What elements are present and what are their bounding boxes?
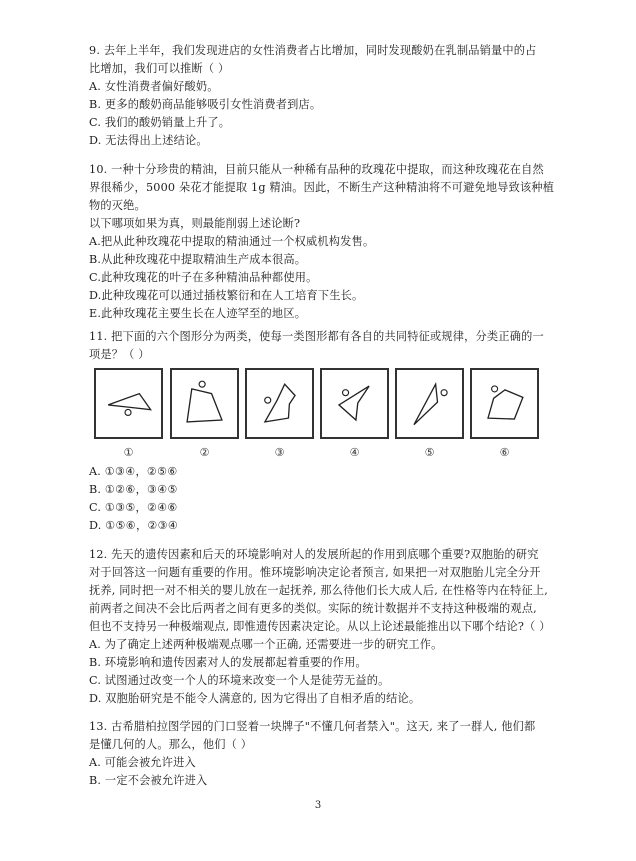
figure-label: ①	[123, 446, 134, 459]
figure-label: ⑤	[424, 446, 435, 459]
q11-figure-row	[94, 368, 544, 463]
q10-option-d: D.此种玫瑰花可以通过插枝繁衍和在人工培育下生长。	[89, 289, 364, 302]
figure-4	[320, 368, 389, 439]
figure-label: ⑥	[499, 446, 510, 459]
q10-option-b: B.从此种玫瑰花中提取精油生产成本很高。	[89, 253, 307, 266]
q13-stem-line: 是懂几何的人。那么，他们（ ）	[89, 738, 253, 751]
figure-2	[170, 368, 239, 439]
q10-option-a: A.把从此种玫瑰花中提取的精油通过一个权威机构发售。	[89, 235, 375, 248]
q11-option-c: C. ①③⑤，②④⑥	[89, 501, 178, 514]
q12-stem-line: 对于回答这一问题有重要的作用。惟环境影响决定论者预言, 如果把一对双胞胎儿完全分开	[89, 566, 541, 579]
q10-stem-line: 物的灭绝。	[89, 199, 146, 212]
q12-stem-line: 前两者之间决不会比后两者之间有更多的类似。实际的统计数据并不支持这种极端的观点,	[89, 602, 537, 615]
q12-stem-line: 抚养, 同时把一对不相关的婴儿放在一起抚养, 那么待他们长大成人后, 在性格等内在特征上,	[89, 584, 549, 597]
figure-2-shape	[172, 370, 237, 437]
q12-option-c: C. 试图通过改变一个人的环境来改变一个人是徒劳无益的。	[89, 674, 390, 687]
figure-5-shape	[397, 370, 462, 437]
figure-label: ③	[274, 446, 285, 459]
q12-option-a: A. 为了确定上述两种极端观点哪一个正确, 还需要进一步的研究工作。	[89, 638, 443, 651]
figure-3-shape	[247, 370, 312, 437]
q9-option-a: A. 女性消费者偏好酸奶。	[89, 80, 219, 93]
page-number: 3	[314, 800, 322, 811]
figure-label: ②	[199, 446, 210, 459]
q9-stem-line: 比增加，我们可以推断（ ）	[89, 62, 230, 75]
q11-option-d: D. ①⑤⑥，②③④	[89, 519, 179, 532]
figure-1-shape	[96, 370, 161, 437]
q10-option-c: C.此种玫瑰花的叶子在多种精油品种都使用。	[89, 271, 318, 284]
q12-stem-line: 12. 先天的遗传因素和后天的环境影响对人的发展所起的作用到底哪个重要?双胞胎的研究	[89, 548, 539, 561]
figure-4-shape	[322, 370, 387, 437]
q11-option-b: B. ①②⑥，③④⑤	[89, 483, 178, 496]
figure-6	[470, 368, 539, 439]
figure-1	[94, 368, 163, 439]
q12-option-d: D. 双胞胎研究是不能令人满意的, 因为它得出了自相矛盾的结论。	[89, 692, 421, 705]
q13-option-b: B. 一定不会被允许进入	[89, 774, 208, 787]
q10-stem-line: 10. 一种十分珍贵的精油，目前只能从一种稀有品种的玫瑰花中提取，而这种玫瑰花在自然	[89, 163, 544, 176]
q9-stem-line: 9. 去年上半年，我们发现进店的女性消费者占比增加，同时发现酸奶在乳制品销量中的占	[89, 44, 537, 57]
q10-option-e: E.此种玫瑰花主要生长在人迹罕至的地区。	[89, 307, 307, 320]
q9-option-c: C. 我们的酸奶销量上升了。	[89, 116, 231, 129]
figure-label: ④	[349, 446, 360, 459]
q13-stem-line: 13. 古希腊柏拉图学园的门口竖着一块牌子"不懂几何者禁入"。这天, 来了一群人, 他们都	[89, 720, 536, 733]
q11-stem-line: 项是？（ ）	[89, 348, 150, 361]
q10-question: 以下哪项如果为真，则最能削弱上述论断?	[89, 217, 301, 230]
q12-stem-line: 但也不支持另一种极端观点, 即惟遗传因素决定论。从以上论述最能推出以下哪个结论?（ ）	[89, 620, 551, 633]
q9-option-b: B. 更多的酸奶商品能够吸引女性消费者到店。	[89, 98, 322, 111]
figure-3	[245, 368, 314, 439]
figure-5	[395, 368, 464, 439]
q9-option-d: D. 无法得出上述结论。	[89, 134, 208, 147]
q11-option-a: A. ①③④，②⑤⑥	[89, 465, 178, 478]
figure-6-shape	[472, 370, 537, 437]
q10-stem-line: 界很稀少，5000 朵花才能提取 1g 精油。因此，不断生产这种精油将不可避免地导致该种植	[89, 181, 555, 194]
q12-option-b: B. 环境影响和遗传因素对人的发展都起着重要的作用。	[89, 656, 367, 669]
q13-option-a: A. 可能会被允许进入	[89, 756, 196, 769]
q11-stem-line: 11. 把下面的六个图形分为两类，使每一类图形都有各自的共同特征或规律，分类正确的一	[89, 330, 544, 343]
